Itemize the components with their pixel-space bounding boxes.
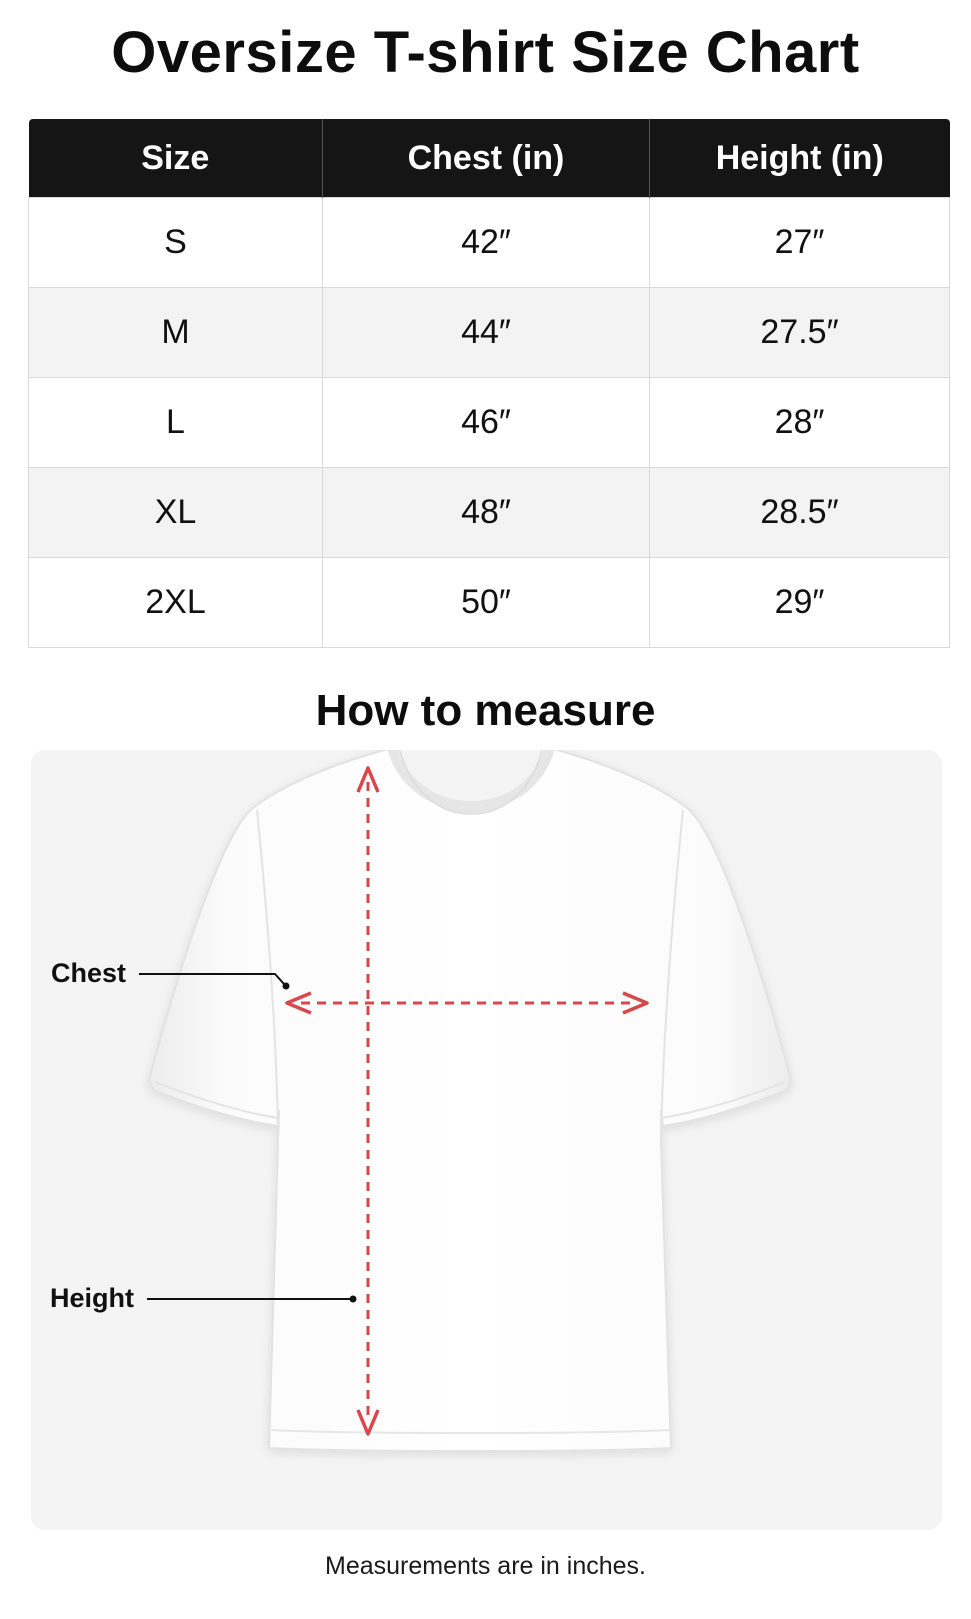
cell-height: 28″ xyxy=(650,378,950,468)
table-row xyxy=(29,558,950,648)
cell-chest: 48″ xyxy=(323,468,650,558)
tshirt-icon xyxy=(31,750,942,1530)
cell-chest: 50″ xyxy=(323,558,650,648)
tshirt-body xyxy=(149,750,791,1451)
cell-chest: 42″ xyxy=(323,198,650,288)
table-row xyxy=(29,198,950,288)
cell-size: M xyxy=(29,288,323,378)
header-chest: Chest (in) xyxy=(323,119,650,198)
header-size: Size xyxy=(29,119,323,198)
chest-label: Chest xyxy=(51,958,127,988)
size-table xyxy=(28,119,950,648)
measure-panel xyxy=(31,750,942,1530)
height-label: Height xyxy=(50,1283,134,1313)
cell-size: L xyxy=(29,378,323,468)
table-row xyxy=(29,378,950,468)
cell-height: 27.5″ xyxy=(650,288,950,378)
table-row xyxy=(29,288,950,378)
cell-chest: 46″ xyxy=(323,378,650,468)
cell-chest: 44″ xyxy=(323,288,650,378)
cell-size: 2XL xyxy=(29,558,323,648)
cell-size: XL xyxy=(29,468,323,558)
page-title: Oversize T-shirt Size Chart xyxy=(111,20,860,85)
table-header-row xyxy=(29,119,950,198)
measure-heading: How to measure xyxy=(315,686,656,735)
table-row xyxy=(29,468,950,558)
cell-height: 29″ xyxy=(650,558,950,648)
cell-size: S xyxy=(29,198,323,288)
header-height: Height (in) xyxy=(650,119,950,198)
cell-height: 28.5″ xyxy=(650,468,950,558)
footnote: Measurements are in inches. xyxy=(325,1552,646,1580)
cell-height: 27″ xyxy=(650,198,950,288)
